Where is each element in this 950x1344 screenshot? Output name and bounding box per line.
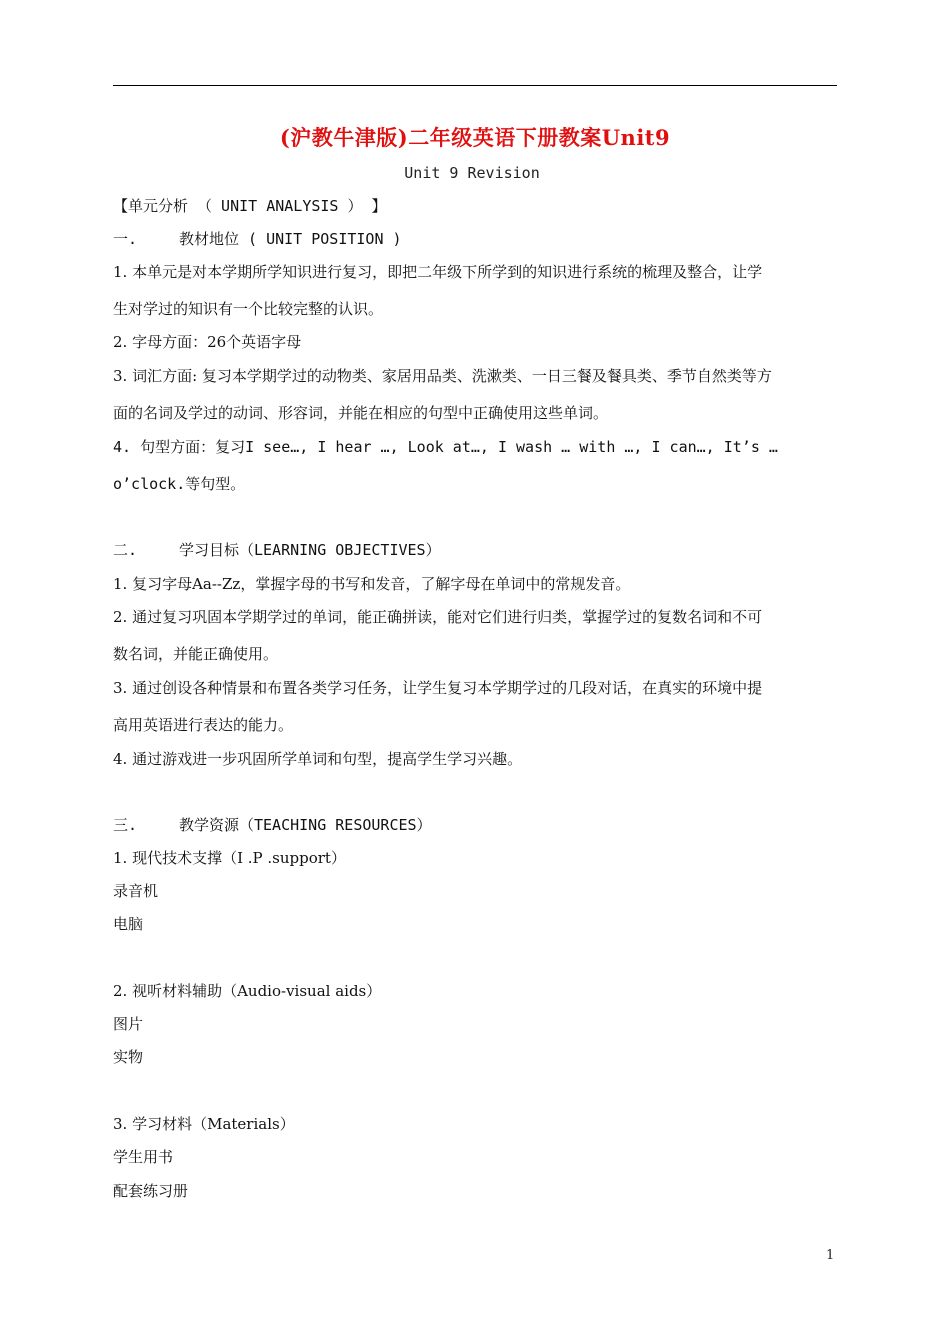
section3-item3: 3. 学习材料（Materials）: [113, 1115, 295, 1133]
section2-item4: 4. 通过游戏进一步巩固所学单词和句型，提高学生学习兴趣。: [113, 750, 523, 768]
section1-item3-line2: 面的名词及学过的动词、形容词，并能在相应的句型中正确使用这些单词。: [113, 404, 609, 422]
section2-item2-line2: 数名词，并能正确使用。: [113, 645, 279, 663]
section3-item1: 1. 现代技术支撑（I .P .support）: [113, 849, 346, 867]
section3-item3-b: 配套练习册: [113, 1182, 189, 1200]
section1-item4-line2: o’clock.等句型。: [113, 475, 246, 493]
section3-heading: 教学资源（TEACHING RESOURCES）: [179, 816, 432, 834]
page-number: 1: [826, 1248, 835, 1263]
section1-heading-row: [113, 229, 843, 249]
section1-item1-line2: 生对学过的知识有一个比较完整的认识。: [113, 300, 384, 318]
section2-item1: 1. 复习字母Aa--Zz，掌握字母的书写和发音，了解字母在单词中的常规发音。: [113, 575, 631, 593]
section2-heading-row: [113, 540, 843, 560]
section3-heading-row: [113, 815, 843, 835]
section1-heading: 教材地位 ( UNIT POSITION ): [179, 230, 402, 248]
document-subtitle: Unit 9 Revision: [404, 164, 540, 182]
section1-item2: 2. 字母方面：26个英语字母: [113, 333, 302, 351]
section1-item4-line1: 4. 句型方面：复习I see…, I hear …, Look at…, I wash … with …, I can…, It’s …: [113, 438, 778, 456]
document-title: (沪教牛津版)二年级英语下册教案Unit9: [279, 125, 671, 150]
section3-number: 三.: [113, 816, 138, 834]
section2-item2-line1: 2. 通过复习巩固本学期学过的单词，能正确拼读，能对它们进行归类，掌握学过的复数名词和不可: [113, 608, 763, 626]
section1-number: 一.: [113, 230, 138, 248]
section1-item3-line1: 3. 词汇方面: 复习本学期学过的动物类、家居用品类、洗漱类、一日三餐及餐具类、季节自然类等方: [113, 367, 772, 385]
section2-item3-line2: 高用英语进行表达的能力。: [113, 716, 294, 734]
section3-item3-a: 学生用书: [113, 1148, 174, 1166]
section3-item1-b: 电脑: [113, 915, 144, 933]
analysis-heading: 【单元分析 （ UNIT ANALYSIS ） 】: [113, 197, 387, 215]
section2-number: 二.: [113, 541, 138, 559]
section3-item2: 2. 视听材料辅助（Audio-visual aids）: [113, 982, 382, 1000]
section1-item1-line1: 1. 本单元是对本学期所学知识进行复习，即把二年级下所学到的知识进行系统的梳理及整合，让学: [113, 263, 763, 281]
section3-item2-a: 图片: [113, 1015, 144, 1033]
section2-heading: 学习目标（LEARNING OBJECTIVES）: [179, 541, 441, 559]
header-rule: [113, 85, 837, 86]
section3-item1-a: 录音机: [113, 882, 159, 900]
section3-item2-b: 实物: [113, 1048, 144, 1066]
section2-item3-line1: 3. 通过创设各种情景和布置各类学习任务，让学生复习本学期学过的几段对话，在真实的环境中提: [113, 679, 763, 697]
